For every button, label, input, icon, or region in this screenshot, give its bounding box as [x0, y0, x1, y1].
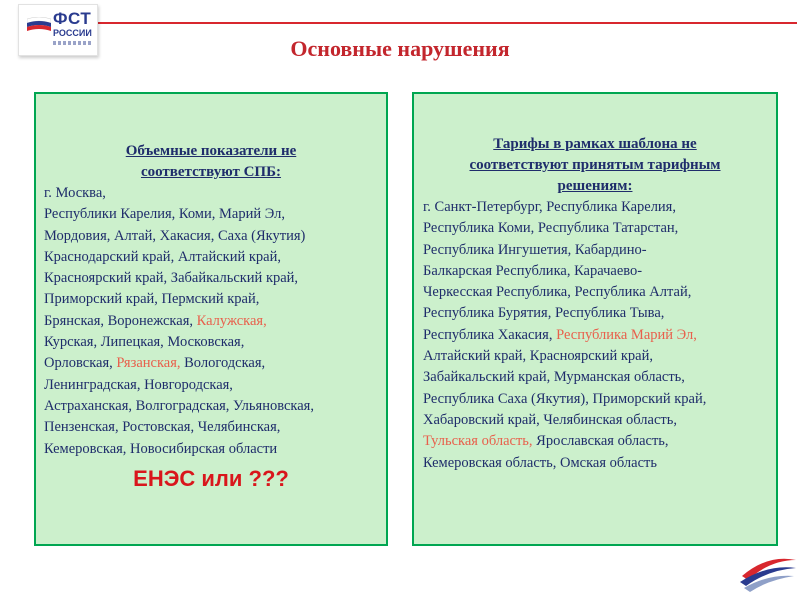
right-panel-heading [424, 134, 766, 197]
region-text: Орловская, [44, 355, 117, 372]
list-line [44, 268, 378, 289]
list-line [423, 218, 768, 239]
highlighted-region: Тульская область, [423, 433, 533, 450]
page-title: Основные нарушения [290, 36, 510, 61]
region-text: г. Санкт-Петербург, Республика Карелия, [423, 199, 676, 215]
region-text: Пензенская, Ростовская, Челябинская, [44, 419, 281, 436]
list-line [44, 353, 378, 374]
list-line [44, 332, 378, 353]
list-line [423, 346, 768, 367]
list-line [423, 431, 768, 452]
region-text: Республика Саха (Якутия), Приморский край, [423, 390, 707, 407]
list-line [423, 389, 768, 410]
list-line [44, 417, 378, 438]
list-line [44, 247, 378, 268]
left-panel-heading [46, 141, 376, 183]
region-text: Ленинградская, Новгородская, [44, 376, 233, 393]
list-line [423, 303, 768, 324]
list-line [44, 289, 378, 310]
right-panel-body [414, 197, 776, 474]
region-text: Мордовия, Алтай, Хакасия, Саха (Якутия) [44, 227, 306, 244]
swoosh-logo-icon [738, 546, 798, 594]
right-heading-line: Тарифы в рамках шаблона не [493, 136, 697, 152]
list-line [44, 375, 378, 396]
list-line [44, 226, 378, 247]
right-heading-line: решениям: [557, 178, 633, 194]
left-panel-body [36, 183, 386, 460]
region-text: Астраханская, Волгоградская, Ульяновская, [44, 397, 314, 414]
region-text: Республика Бурятия, Республика Тыва, [423, 305, 665, 322]
list-line [423, 453, 768, 474]
region-text: Ярославская область, [532, 433, 669, 450]
list-line [423, 240, 768, 261]
logo-name: ФСТ [53, 9, 92, 28]
highlighted-region: Республика Марий Эл, [556, 326, 697, 343]
list-line [44, 311, 378, 332]
list-line [423, 197, 768, 218]
list-line [44, 439, 378, 460]
region-text: Краснодарский край, Алтайский край, [44, 248, 281, 265]
region-text: Алтайский край, Красноярский край, [423, 348, 653, 365]
highlighted-region: Калужская, [196, 312, 267, 329]
left-heading-line: Объемные показатели не [125, 143, 297, 159]
list-line [44, 183, 378, 204]
right-heading-line: соответствуют принятым тарифным [469, 157, 721, 173]
region-text: Вологодская, [180, 355, 266, 372]
list-line [44, 204, 378, 225]
region-text: Республики Карелия, Коми, Марий Эл, [44, 206, 285, 223]
region-text: Хабаровский край, Челябинская область, [423, 411, 677, 428]
list-line [44, 396, 378, 417]
enes-callout: ЕНЭС или ??? [133, 465, 289, 491]
region-text: Черкесская Республика, Республика Алтай, [423, 284, 692, 301]
list-line [423, 282, 768, 303]
region-text: Республика Ингушетия, Кабардино- [423, 241, 647, 258]
region-text: Республика Хакасия, [423, 326, 557, 343]
region-text: Брянская, Воронежская, [44, 312, 197, 329]
header-divider [92, 22, 797, 24]
list-line [423, 261, 768, 282]
list-line [423, 410, 768, 431]
region-text: Приморский край, Пермский край, [44, 291, 260, 308]
flag-icon [27, 17, 51, 33]
right-panel [412, 92, 778, 546]
list-line [423, 367, 768, 388]
left-heading-line: соответствуют СПБ: [140, 164, 282, 180]
region-text: Кемеровская, Новосибирская области [44, 440, 278, 457]
region-text: Забайкальский край, Мурманская область, [423, 369, 685, 386]
region-text: Балкарская Республика, Карачаево- [423, 262, 643, 279]
region-text: Кемеровская область, Омская область [423, 454, 657, 471]
region-text: Курская, Липецкая, Московская, [44, 334, 245, 351]
region-text: Красноярский край, Забайкальский край, [44, 270, 299, 287]
list-line [423, 325, 768, 346]
logo-country: РОССИИ [53, 28, 92, 38]
region-text: г. Москва, [44, 185, 106, 201]
highlighted-region: Рязанская, [116, 355, 181, 372]
left-panel [34, 92, 388, 546]
region-text: Республика Коми, Республика Татарстан, [423, 220, 679, 237]
